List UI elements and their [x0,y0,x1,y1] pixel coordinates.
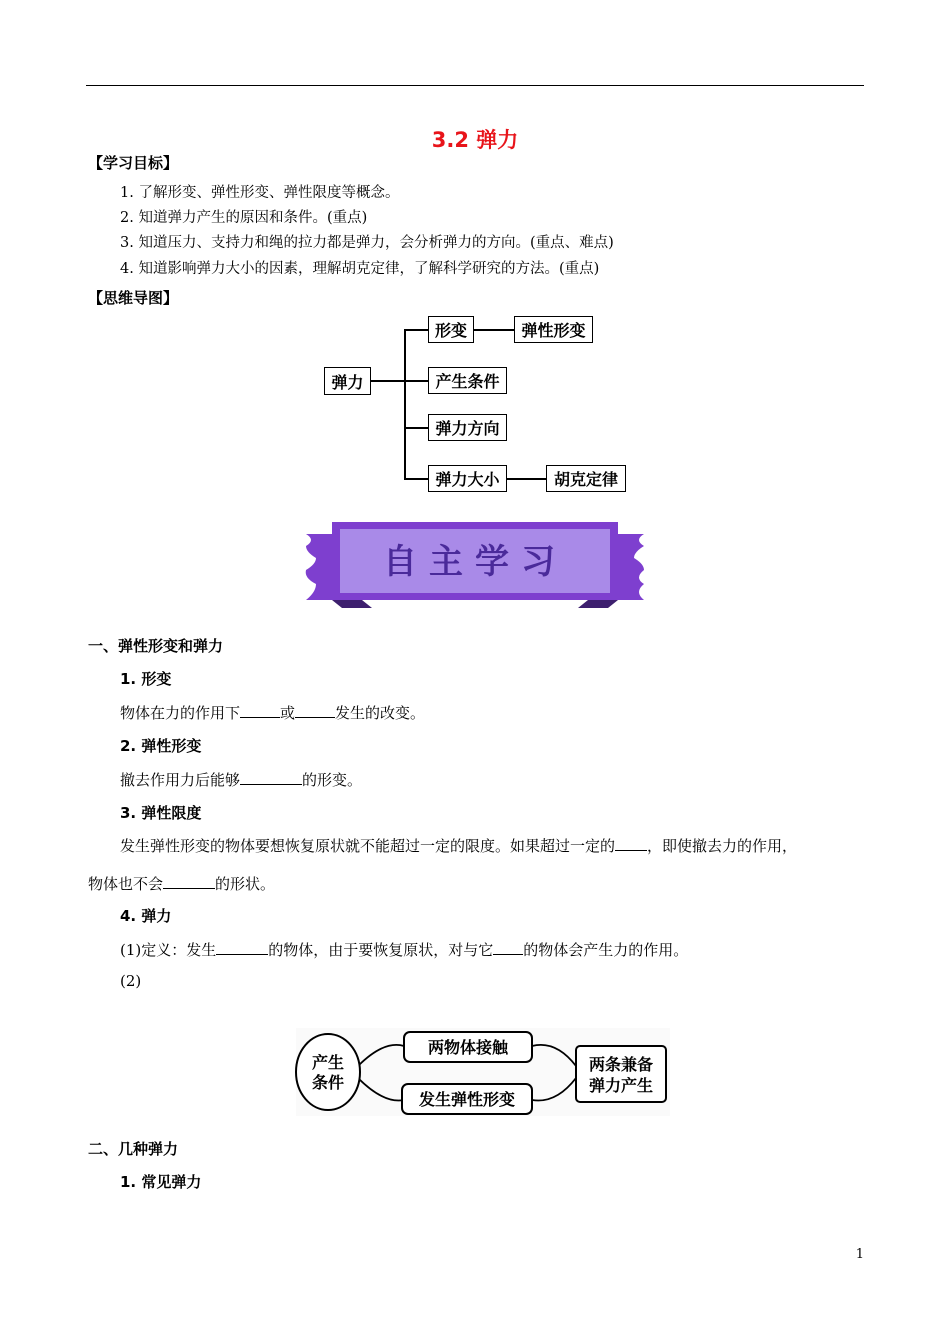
diagram-left-line: 条件 [311,1073,345,1092]
mindmap-branch: 形变 [428,316,474,343]
diagram-left-line: 产生 [311,1053,345,1072]
condition-diagram [294,1026,672,1118]
subsection-title: 3. 弹性限度 [120,804,202,822]
mindmap-heading: 【思维导图】 [88,289,179,307]
fill-blank[interactable] [493,940,523,955]
diagram-right-line: 两条兼备 [588,1055,654,1074]
mindmap-branch: 弹力方向 [428,414,507,441]
header-rule [86,85,864,86]
paragraph: (2) [120,972,142,990]
diagram-bottom-box: 发生弹性形变 [418,1090,516,1109]
paragraph: (1)定义：发生 的物体，由于要恢复原状，对与它 的物体会产生力的作用。 [120,941,689,959]
section-heading: 二、几种弹力 [88,1140,179,1158]
mindmap-root: 弹力 [324,367,371,395]
objective-item: 3. 知道压力、支持力和绳的拉力都是弹力，会分析弹力的方向。(重点、难点) [120,235,614,251]
self-study-banner [302,520,648,612]
subsection-title: 2. 弹性形变 [120,737,202,755]
paragraph: 物体也不会 的形状。 [88,875,276,893]
subsection-title: 1. 形变 [120,670,172,688]
mindmap-sub: 弹性形变 [514,316,593,343]
objective-item: 1. 了解形变、弹性形变、弹性限度等概念。 [120,185,400,201]
section-heading: 一、弹性形变和弹力 [88,637,224,655]
fill-blank[interactable] [216,940,268,955]
mindmap-sub: 胡克定律 [546,465,626,492]
objectives-heading: 【学习目标】 [88,154,179,172]
page-title: 3.2 弹力 [431,128,519,152]
diagram-right-line: 弹力产生 [588,1076,654,1095]
objective-item: 4. 知道影响弹力大小的因素，理解胡克定律，了解科学研究的方法。(重点) [120,261,600,277]
banner-title: 自主学习 [383,542,567,582]
paragraph: 物体在力的作用下 或 发生的改变。 [120,704,426,722]
mindmap-branch: 弹力大小 [428,465,507,492]
page-number: 1 [855,1247,864,1262]
fill-blank[interactable] [240,770,302,785]
paragraph: 撤去作用力后能够 的形变。 [120,771,363,789]
subsection-title: 1. 常见弹力 [120,1173,202,1191]
paragraph: 发生弹性形变的物体要想恢复原状就不能超过一定的限度。如果超过一定的 ，即使撤去力的作用， [120,837,798,855]
objective-item: 2. 知道弹力产生的原因和条件。(重点) [120,210,368,226]
subsection-title: 4. 弹力 [120,907,172,925]
fill-blank[interactable] [615,836,647,851]
mindmap-branch: 产生条件 [428,367,507,394]
fill-blank[interactable] [295,703,335,718]
fill-blank[interactable] [163,874,215,889]
diagram-top-box: 两物体接触 [427,1038,509,1057]
fill-blank[interactable] [240,703,280,718]
